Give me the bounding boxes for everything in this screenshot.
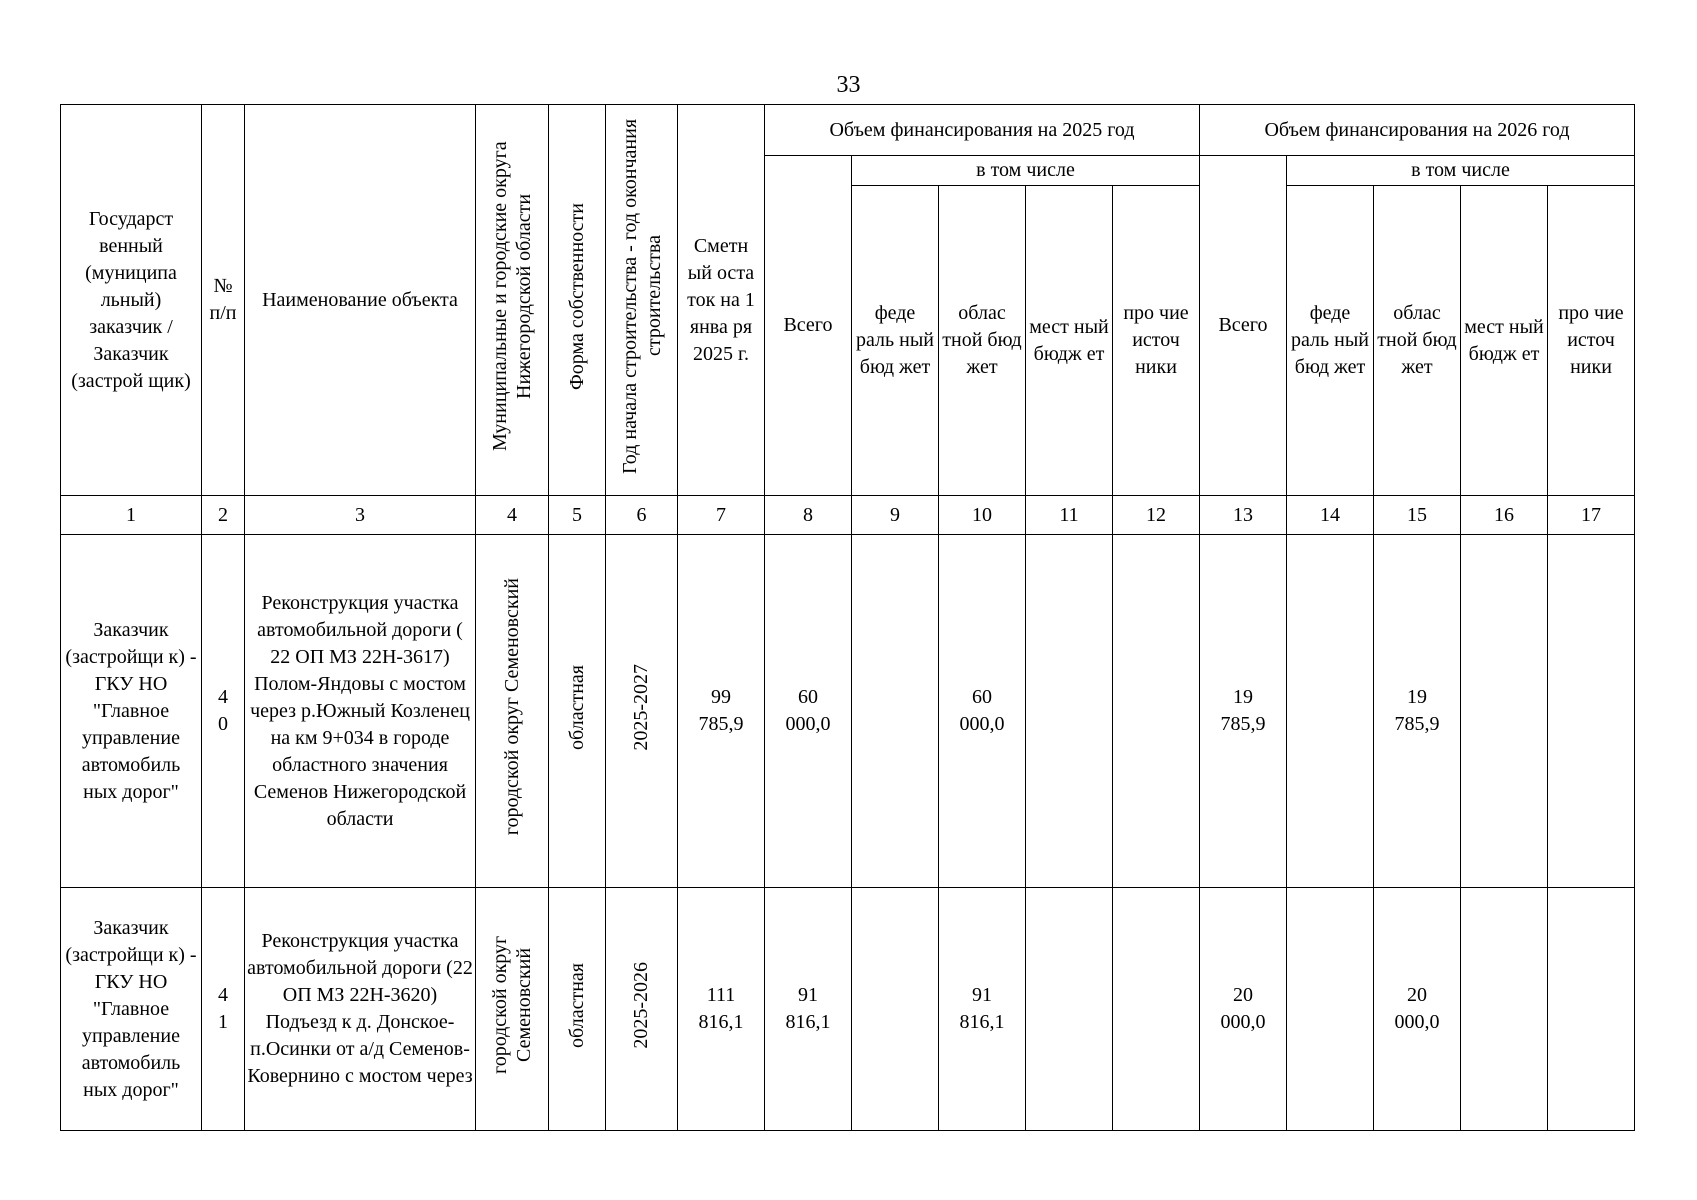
- row-num: 4 0: [202, 535, 245, 888]
- column-number: 13: [1200, 496, 1287, 535]
- row-years-text: 2025-2026: [630, 961, 652, 1049]
- header-total-2025: Всего: [765, 156, 852, 496]
- row-regional-2026: 19 785,9: [1374, 535, 1461, 888]
- row-ownership: [549, 535, 606, 888]
- row-total-2026: 19 785,9: [1200, 535, 1287, 888]
- header-object-name: Наименование объекта: [245, 105, 476, 496]
- row-regional-2026: 20 000,0: [1374, 888, 1461, 1131]
- row-years: [606, 888, 678, 1131]
- row-federal-2025: [852, 888, 939, 1131]
- column-number: 2: [202, 496, 245, 535]
- header-ownership: [549, 105, 606, 496]
- header-years-text: Год начала строительства - год окончания строительства: [618, 118, 665, 474]
- row-federal-2026: [1287, 535, 1374, 888]
- row-customer: Заказчик (застройщи к) - ГКУ НО "Главное управление автомобиль ных дорог": [61, 535, 202, 888]
- header-local-2026: мест ный бюдж ет: [1461, 186, 1548, 496]
- column-number: 1: [61, 496, 202, 535]
- header-num: № п/п: [202, 105, 245, 496]
- table-row: [61, 535, 1635, 888]
- row-estimate: 99 785,9: [678, 535, 765, 888]
- column-number: 8: [765, 496, 852, 535]
- column-number: 16: [1461, 496, 1548, 535]
- header-fin-2025: Объем финансирования на 2025 год: [765, 105, 1200, 156]
- row-ownership-text: областная: [565, 664, 588, 750]
- column-number: 7: [678, 496, 765, 535]
- row-local-2026: [1461, 535, 1548, 888]
- row-object-name: Реконструкция участка автомобильной дороги ( 22 ОП МЗ 22Н-3617) Полом-Яндовы с мостом через р.Южный Козленец на км 9+034 в городе областного значения Семенов Нижегородской области: [245, 535, 476, 888]
- column-number: 10: [939, 496, 1026, 535]
- row-municipality-text: городской округ Семеновский: [500, 578, 523, 836]
- header-other-2025: про чие источ ники: [1113, 186, 1200, 496]
- row-total-2025: 60 000,0: [765, 535, 852, 888]
- header-municipality-text: Муниципальные и городские округа Нижегородской области: [489, 141, 535, 451]
- row-federal-2025: [852, 535, 939, 888]
- column-number: 5: [549, 496, 606, 535]
- row-years-text: 2025-2027: [630, 663, 652, 751]
- row-local-2025: [1026, 535, 1113, 888]
- header-municipality: [476, 105, 549, 496]
- column-number: 17: [1548, 496, 1635, 535]
- row-object-name: Реконструкция участка автомобильной дороги (22 ОП МЗ 22Н-3620) Подъезд к д. Донское-п.Осинки от а/д Семенов-Ковернино с мостом через: [245, 888, 476, 1131]
- row-other-2025: [1113, 888, 1200, 1131]
- row-years: [606, 535, 678, 888]
- column-number: 14: [1287, 496, 1374, 535]
- row-other-2026: [1548, 888, 1635, 1131]
- header-including-2025: в том числе: [852, 156, 1200, 186]
- row-customer: Заказчик (застройщи к) - ГКУ НО "Главное управление автомобиль ных дорог": [61, 888, 202, 1131]
- row-num: 4 1: [202, 888, 245, 1131]
- row-regional-2025: 60 000,0: [939, 535, 1026, 888]
- header-including-2026: в том числе: [1287, 156, 1635, 186]
- row-ownership: [549, 888, 606, 1131]
- header-row-1: [61, 105, 1635, 156]
- row-local-2026: [1461, 888, 1548, 1131]
- header-federal-2025: феде раль ный бюд жет: [852, 186, 939, 496]
- row-estimate: 111 816,1: [678, 888, 765, 1131]
- page-number: 33: [836, 72, 861, 98]
- table-row: [61, 888, 1635, 1131]
- column-numbers-row: [61, 496, 1635, 535]
- row-local-2025: [1026, 888, 1113, 1131]
- header-regional-2026: облас тной бюд жет: [1374, 186, 1461, 496]
- header-fin-2026: Объем финансирования на 2026 год: [1200, 105, 1635, 156]
- row-municipality-text: городской округ Семеновский: [489, 935, 535, 1075]
- column-number: 11: [1026, 496, 1113, 535]
- header-other-2026: про чие источ ники: [1548, 186, 1635, 496]
- header-local-2025: мест ный бюдж ет: [1026, 186, 1113, 496]
- row-municipality: [476, 888, 549, 1131]
- row-other-2026: [1548, 535, 1635, 888]
- column-number: 4: [476, 496, 549, 535]
- header-years: [606, 105, 678, 496]
- row-federal-2026: [1287, 888, 1374, 1131]
- row-regional-2025: 91 816,1: [939, 888, 1026, 1131]
- header-customer: Государст венный (муниципа льный) заказчик / Заказчик (застрой щик): [61, 105, 202, 496]
- financing-table: [60, 104, 1635, 1131]
- header-estimate: Сметн ый оста ток на 1 янва ря 2025 г.: [678, 105, 765, 496]
- row-municipality: [476, 535, 549, 888]
- header-total-2026: Всего: [1200, 156, 1287, 496]
- column-number: 6: [606, 496, 678, 535]
- column-number: 3: [245, 496, 476, 535]
- row-total-2025: 91 816,1: [765, 888, 852, 1131]
- row-ownership-text: областная: [565, 962, 588, 1048]
- header-federal-2026: феде раль ный бюд жет: [1287, 186, 1374, 496]
- column-number: 9: [852, 496, 939, 535]
- header-ownership-text: Форма собственности: [566, 202, 588, 390]
- column-number: 12: [1113, 496, 1200, 535]
- row-other-2025: [1113, 535, 1200, 888]
- header-regional-2025: облас тной бюд жет: [939, 186, 1026, 496]
- column-number: 15: [1374, 496, 1461, 535]
- row-total-2026: 20 000,0: [1200, 888, 1287, 1131]
